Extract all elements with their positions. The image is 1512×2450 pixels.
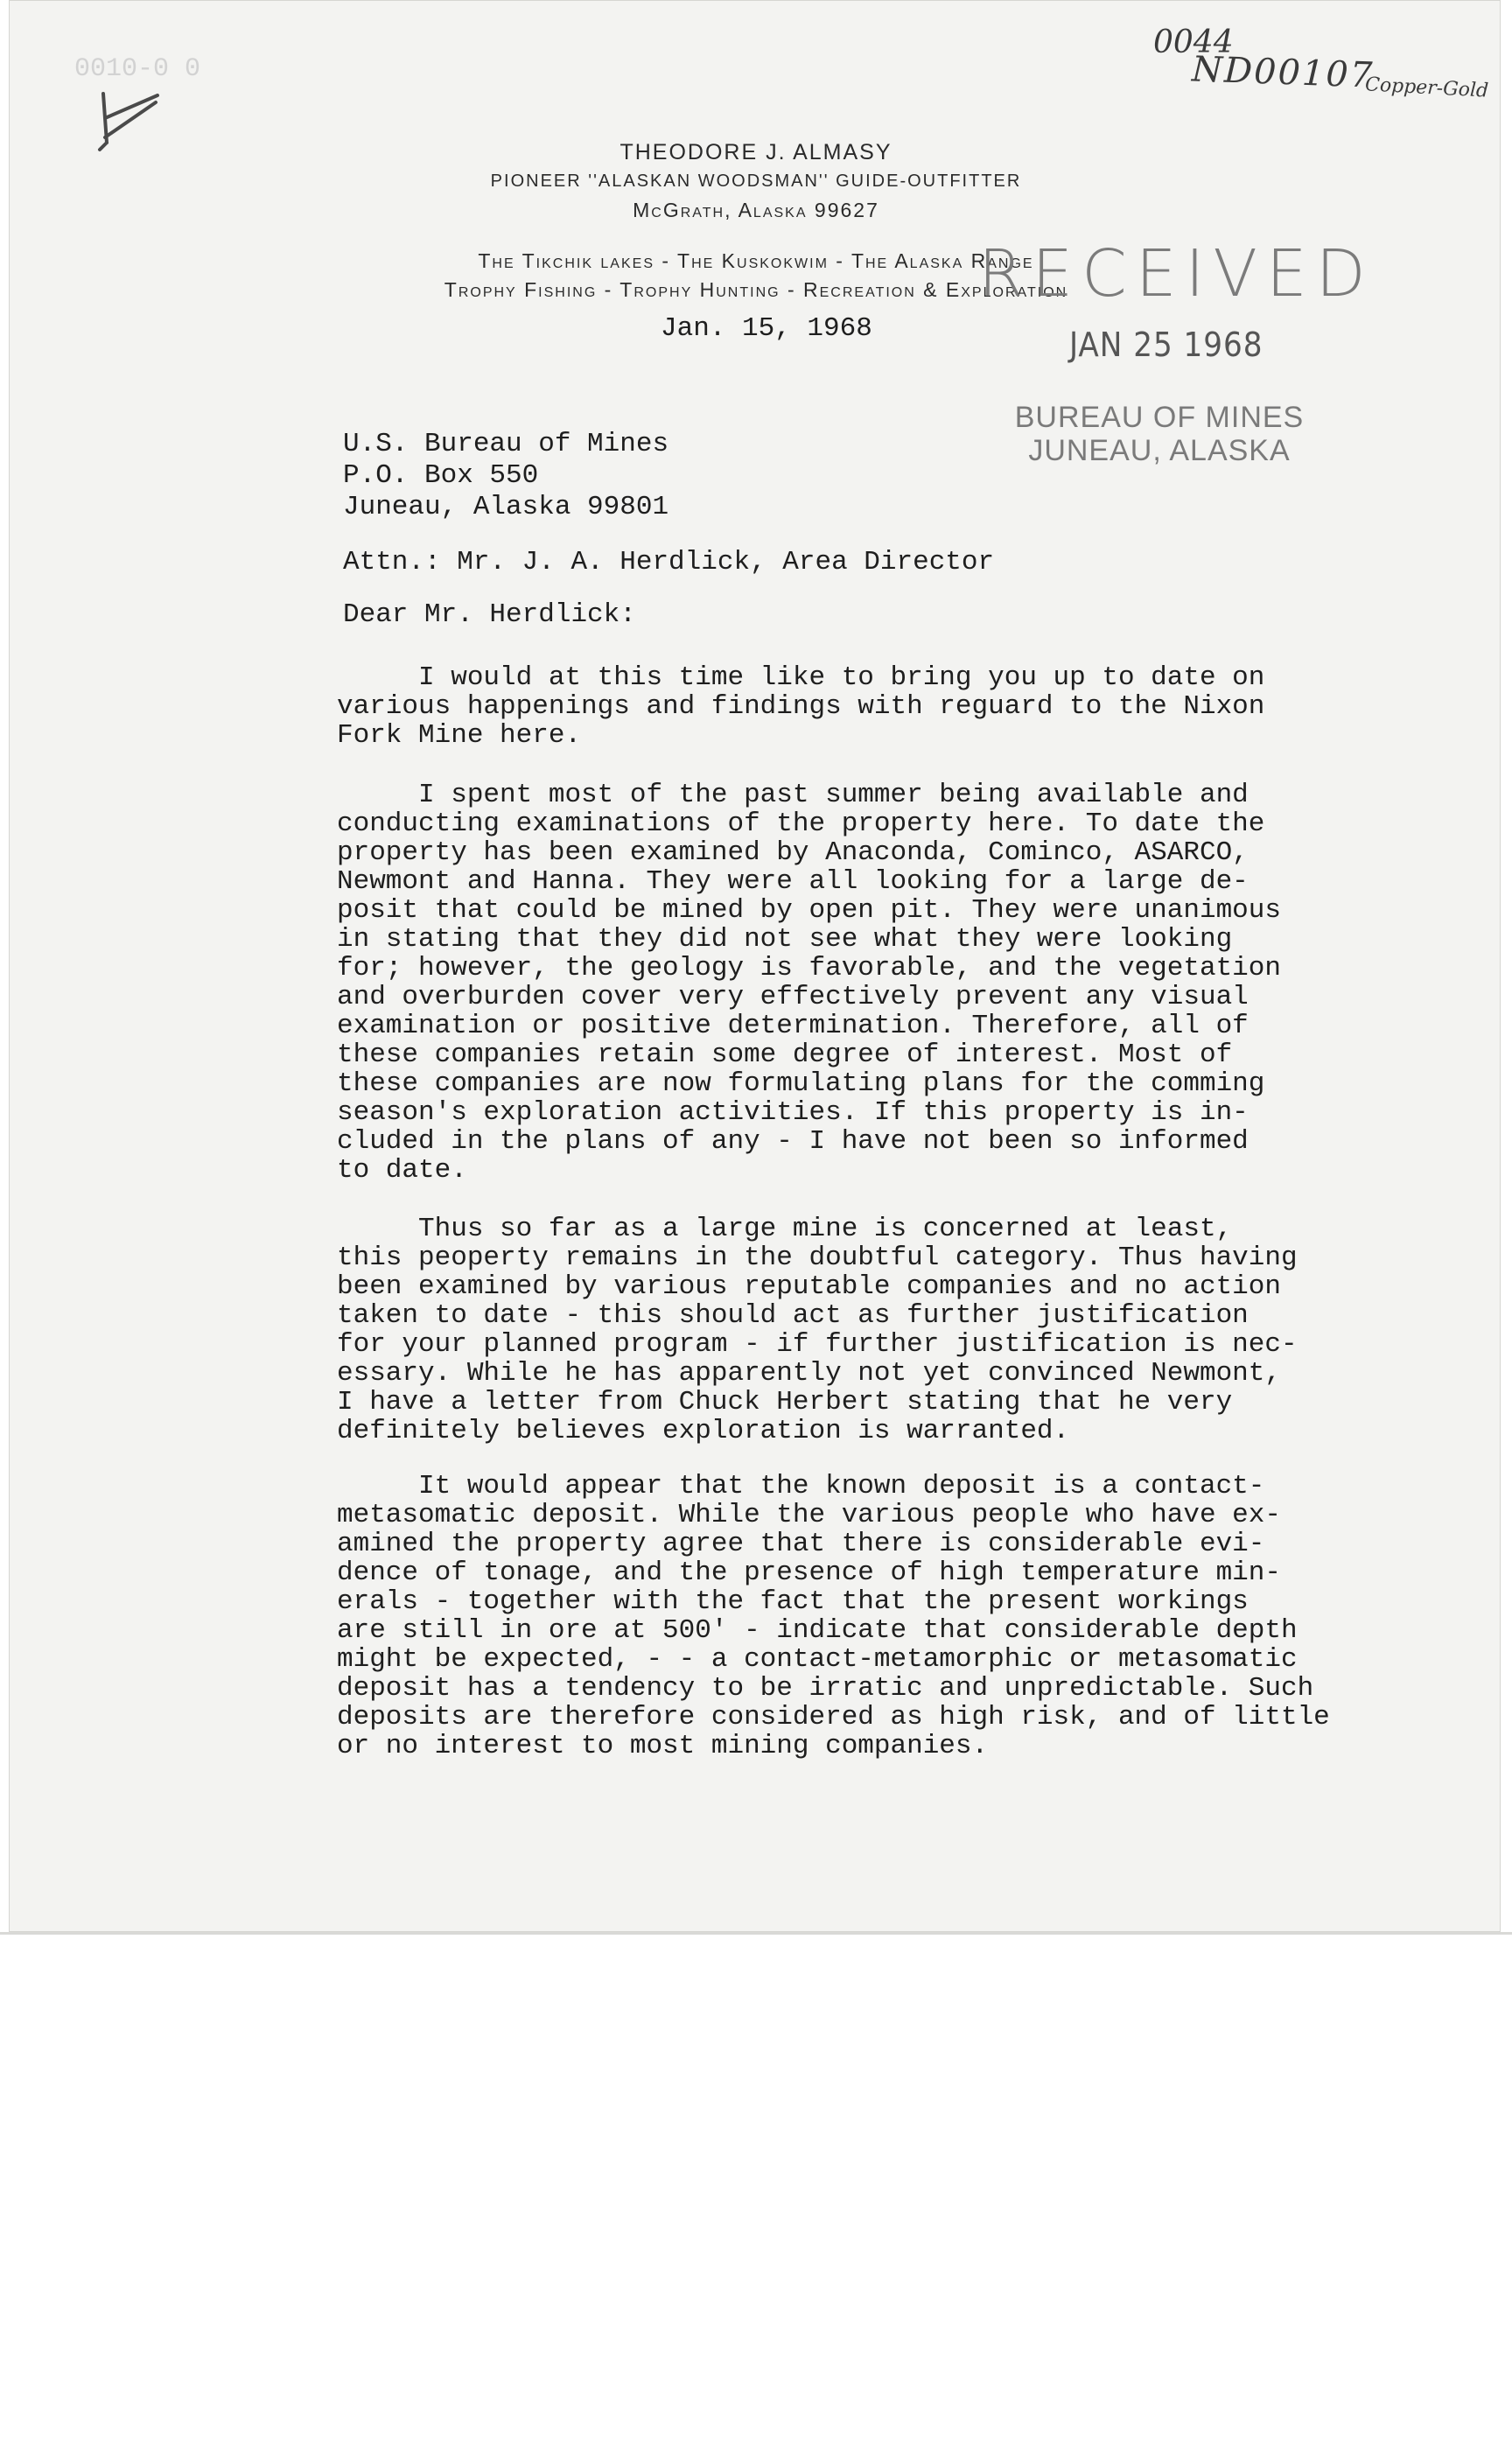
letter-date: Jan. 15, 1968 xyxy=(661,313,872,344)
received-stamp-word: RECEIVED xyxy=(978,236,1375,312)
handwritten-number: 0044 xyxy=(1153,24,1234,60)
body-paragraph: Thus so far as a large mine is concerned at least, this peoperty remains in the doubtful category. Thus having been examined by various reputable companies and no action taken to date - this should act as further justification for your planned program - if further justification is nec- essary. While he has apparently not yet convinced Newmont, I have a letter from Chuck Herbert stating that he very definitely believes exploration is warranted. xyxy=(337,1214,1298,1446)
letterhead-services: Trophy Fishing - Trophy Hunting - Recreation & Exploration xyxy=(444,278,1068,301)
letterhead-name: THEODORE J. ALMASY xyxy=(620,140,892,164)
salutation: Dear Mr. Herdlick: xyxy=(343,599,636,630)
received-stamp-date: JAN 25 1968 xyxy=(1069,326,1264,364)
received-stamp-office xyxy=(980,401,1339,467)
stamp-office-line1: BUREAU OF MINES xyxy=(1014,401,1305,434)
body-paragraph: I would at this time like to bring you up to date on various happenings and findings with reguard to the Nixon Fork Mine here. xyxy=(337,662,1265,751)
body-paragraph: It would appear that the known deposit is a contact- metasomatic deposit. While the various people who have ex- amined the property agree that there is considerable evi- dence of tonage, and the presence of high temperature min- erals - together with the fact that the present workings are still in ore at 500' - indicate that considerable depth might be expected, - - a contact-metamorphic or metasomatic deposit has a tendency to be irratic and unpredictable. Such deposits are therefore considered as high risk, and of little or no interest to most mining companies. xyxy=(337,1471,1330,1761)
attention-line: Attn.: Mr. J. A. Herdlick, Area Director xyxy=(343,547,995,578)
scan-border xyxy=(0,1932,1512,1935)
letterhead-tagline: PIONEER ''ALASKAN WOODSMAN'' GUIDE-OUTFITTER xyxy=(490,172,1022,191)
letterhead-address: McGrath, Alaska 99627 xyxy=(633,199,879,221)
stamp-office-line2: JUNEAU, ALASKA xyxy=(1028,434,1291,467)
body-paragraph: I spent most of the past summer being available and conducting examinations of the property here. To date the property has been examined by Anaconda, Cominco, ASARCO, Newmont and Hanna. They were all looking for a large de- posit that could be mined by open pit. They were unanimous in stating that they did not see what they were looking for; however, the geology is favorable, and the vegetation and overburden cover very effectively prevent any visual examination or positive determination. Therefore, all of these companies retain some degree of interest. Most of these companies are now formulating plans for the comming season's exploration activities. If this property is in- cluded in the plans of any - I have not been so informed to date. xyxy=(337,780,1281,1186)
faint-stamp-mark: 0010-0 0 xyxy=(74,54,201,84)
recipient-address xyxy=(343,429,668,523)
handwritten-file-number: ND00107 xyxy=(1191,49,1376,96)
handwritten-commodity-note: Copper-Gold xyxy=(1364,74,1489,102)
recipient-line2: P.O. Box 550 xyxy=(343,460,539,491)
letterhead-regions: The Tikchik lakes - The Kuskokwim - The Alaska Range xyxy=(478,249,1034,272)
recipient-line3: Juneau, Alaska 99801 xyxy=(343,492,669,522)
recipient-line1: U.S. Bureau of Mines xyxy=(343,429,669,459)
